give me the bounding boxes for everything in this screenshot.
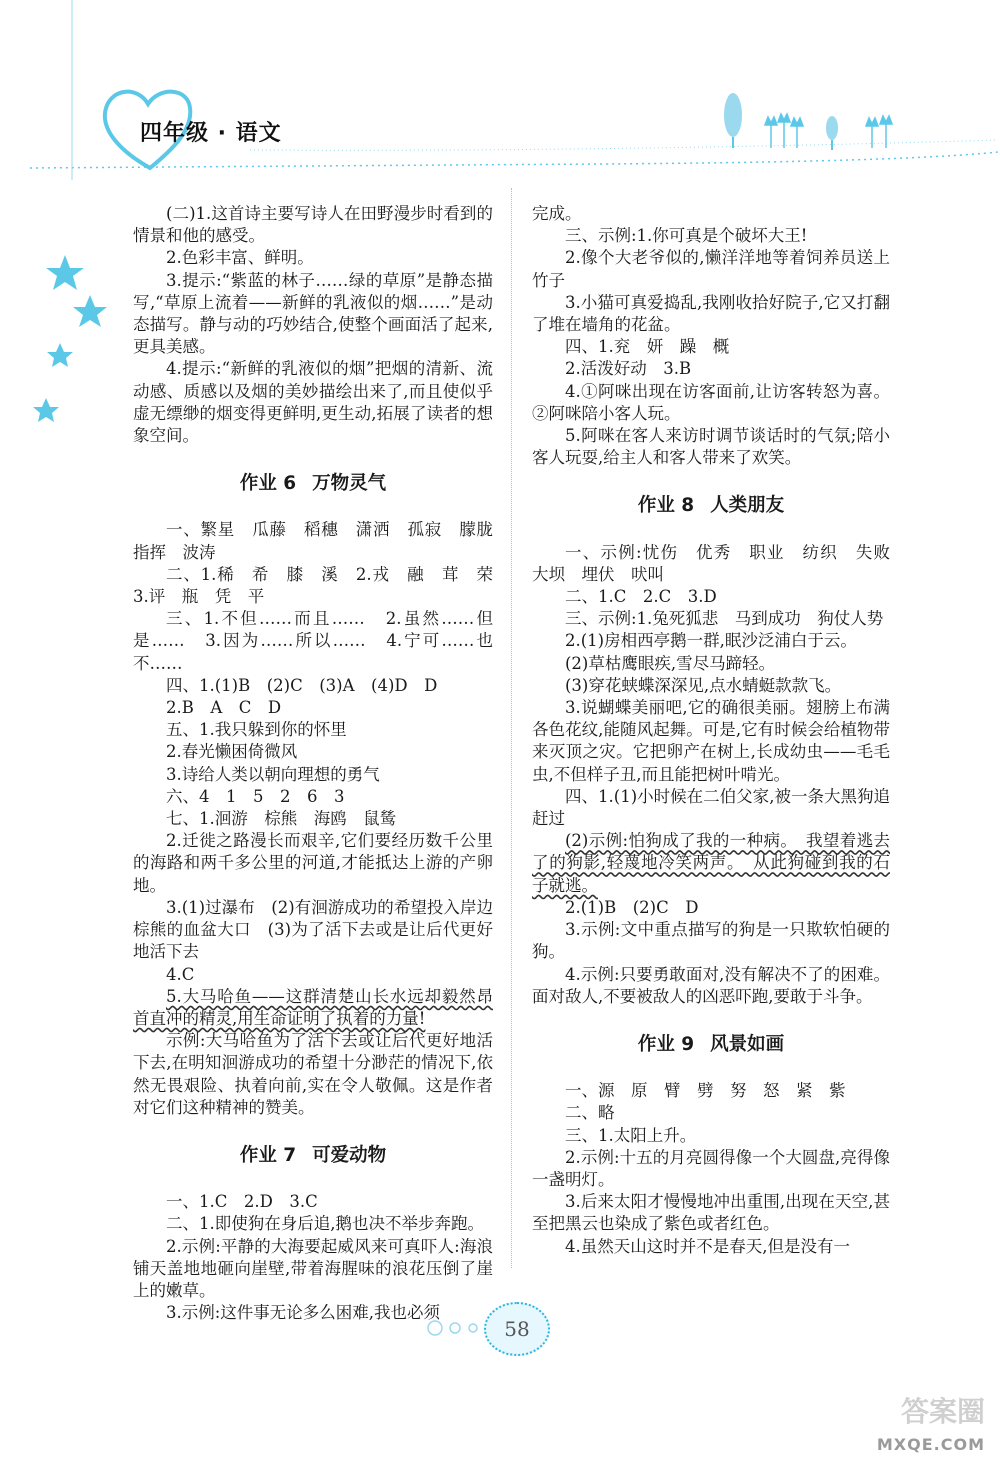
- answer-line: 2.示例:平静的大海要起威风来可真吓人:海浪铺天盖地地砸向崖壁,带着海腥味的浪花压倒了崖上的嫩草。: [133, 1236, 493, 1300]
- answer-line: 2.春光懒困倚微风: [166, 742, 298, 762]
- page-header: [0, 0, 1000, 180]
- answer-line: 2.(1)房相西亭鹅一群,眠沙泛浦白于云。: [565, 631, 857, 651]
- answer-line: 2.示例:十五的月亮圆得像一个大圆盘,亮得像一盏明灯。: [532, 1147, 890, 1189]
- section-title: 万物灵气: [312, 473, 387, 495]
- answer-line: 3.示例:这件事无论多么困难,我也必须: [166, 1303, 441, 1323]
- answer-line: 三、示例:1.兔死狐悲 马到成功 狗仗人势: [565, 609, 884, 629]
- answer-line: (3)穿花蛱蝶深深见,点水蜻蜓款款飞。: [565, 675, 842, 695]
- column-divider: [511, 188, 512, 1268]
- star-icon: [73, 295, 107, 327]
- answer-line: 2.像个大老爷似的,懒洋洋地等着饲养员送上竹子: [532, 248, 890, 290]
- answer-line: 5.大马哈鱼——这群清楚山长水远却毅然昂首直冲的精灵,用生命证明了执着的力量!: [133, 986, 493, 1028]
- answer-line: 三、1.不但……而且…… 2.虽然……但是…… 3.因为……所以…… 4.宁可……也不……: [133, 609, 493, 673]
- answer-line: (2)草枯鹰眼疾,雪尽马蹄轻。: [565, 653, 776, 673]
- answer-line: (2)示例:怕狗成了我的一种病。 我望着逃去了的狗影,轻蔑地冷笑两声。 从此狗碰到我的石子就逃。: [532, 831, 890, 895]
- answer-line: 一、示例:忧伤 优秀 职业 纺织 失败 大坝 埋伏 吠叫: [532, 542, 907, 584]
- answer-line: 4.示例:只要勇敢面对,没有解决不了的困难。面对敌人,不要被敌人的凶恶吓跑,要敢于斗争。: [532, 964, 890, 1006]
- section-number: 作业 7: [239, 1144, 297, 1166]
- answer-line: 2.迁徙之路漫长而艰辛,它们要经历数千公里的海路和两千多公里的河道,才能抵达上游的产卵地。: [133, 831, 493, 895]
- section-title: 风景如画: [710, 1033, 785, 1055]
- answer-line: 4.提示:“新鲜的乳液似的烟”把烟的清新、流动感、质感以及烟的美妙描绘出来了,而且使似乎虚无缥缈的烟变得更鲜明,更生动,拓展了读者的想象空间。: [133, 359, 493, 446]
- section-heading: [532, 1034, 890, 1056]
- answer-line: 4.虽然天山这时并不是春天,但是没有一: [565, 1236, 850, 1256]
- section-number: 作业 8: [637, 495, 695, 517]
- answer-line: 五、1.我只躲到你的怀里: [166, 720, 347, 740]
- answer-line: 3.说蝴蝶美丽吧,它的确很美丽。翅膀上布满各色花纹,能随风起舞。可是,它有时候会给植物带来灭顶之灾。它把卵产在树上,长成幼虫——毛毛虫,不但样子丑,而且能把树叶啃光。: [532, 698, 890, 784]
- answer-line: 一、繁星 瓜藤 稻穗 潇洒 孤寂 朦胧 指挥 波涛: [133, 520, 510, 562]
- answer-line: 完成。: [532, 204, 582, 223]
- answer-line: 二、1.即使狗在身后追,鹅也决不举步奔跑。: [166, 1214, 484, 1234]
- section-heading: [532, 495, 890, 517]
- answer-line: 示例:大马哈鱼为了活下去或让后代更好地活下去,在明知洄游成功的希望十分渺茫的情况下,依然无畏艰险、执着向前,实在令人敬佩。这是作者对它们这种精神的赞美。: [133, 1031, 493, 1117]
- section-heading: [133, 473, 493, 495]
- answer-line: (二)1.这首诗主要写诗人在田野漫步时看到的情景和他的感受。: [133, 204, 493, 246]
- section-number: 作业 6: [239, 473, 297, 495]
- star-icon: [46, 255, 84, 290]
- answer-line: 3.诗给人类以朝向理想的勇气: [166, 764, 380, 784]
- page-number-decoration: [425, 1318, 485, 1338]
- answer-line: 二、1.C 2.C 3.D: [565, 587, 717, 607]
- section-title: 可爱动物: [312, 1144, 387, 1166]
- section-title: 人类朋友: [710, 495, 785, 517]
- stars-decoration: [30, 240, 120, 440]
- header-decoration: [0, 0, 1000, 180]
- answer-line: 2.色彩丰富、鲜明。: [166, 248, 314, 268]
- answer-line: 四、1.(1)B (2)C (3)A (4)D D: [166, 675, 438, 695]
- answer-line: 3.后来太阳才慢慢地冲出重围,出现在天空,甚至把黑云也染成了紫色或者红色。: [532, 1192, 890, 1234]
- answer-line: 六、4 1 5 2 6 3: [166, 786, 345, 806]
- answer-line: 四、1.(1)小时候在二伯父家,被一条大黑狗追赶过: [532, 786, 890, 829]
- answer-line: 3.小猫可真爱捣乱,我刚收拾好院子,它又打翻了堆在墙角的花盆。: [532, 292, 890, 335]
- answer-line: 2.活泼好动 3.B: [565, 359, 692, 379]
- answer-line: 2.(1)B (2)C D: [565, 897, 699, 917]
- answer-line: 5.阿咪在客人来访时调节谈话时的气氛;陪小客人玩耍,给主人和客人带来了欢笑。: [532, 426, 890, 468]
- answer-line: 一、源 原 臂 劈 努 怒 紧 紫: [565, 1081, 846, 1101]
- answer-line: 2.B A C D: [166, 698, 282, 718]
- answer-line: 四、1.兖 妍 躁 概: [565, 337, 730, 357]
- answer-line: 3.(1)过瀑布 (2)有洄游成功的希望投入岸边棕熊的血盆大口 (3)为了活下去或是让后代更好地活下去: [133, 897, 493, 962]
- answer-line: 3.提示:“紫蓝的林子……绿的草原”是静态描写,“草原上流着——新鲜的乳液似的烟……”是动态描写。静与动的巧妙结合,使整个画面活了起来,更具美感。: [133, 270, 493, 357]
- answer-line: 二、略: [565, 1103, 615, 1123]
- watermark-url: MXQE.COM: [876, 1435, 985, 1454]
- section-number: 作业 9: [637, 1033, 695, 1055]
- left-column: [133, 203, 510, 1324]
- answer-line: 4.①阿咪出现在访客面前,让访客转怒为喜。②阿咪陪小客人玩。: [532, 381, 890, 423]
- watermark-logo: 答案圈: [900, 1395, 985, 1428]
- page-number: 58: [484, 1302, 550, 1356]
- answer-line: 4.C: [166, 964, 195, 984]
- star-icon: [33, 398, 59, 422]
- header-title: 四年级 · 语文: [140, 121, 282, 146]
- watermark: [800, 1390, 985, 1458]
- answer-line: 三、1.太阳上升。: [565, 1125, 697, 1145]
- answer-line: 一、1.C 2.D 3.C: [166, 1192, 318, 1212]
- answer-line: 二、1.稀 希 膝 溪 2.戎 融 茸 荣 3.评 瓶 凭 平: [133, 564, 510, 607]
- star-icon: [47, 343, 73, 367]
- right-column: [532, 203, 907, 1258]
- answer-line: 七、1.洄游 棕熊 海鸥 鼠鸶: [166, 809, 397, 829]
- answer-line: 3.示例:文中重点描写的狗是一只欺软怕硬的狗。: [532, 920, 890, 962]
- section-heading: [133, 1145, 493, 1167]
- answer-line: 三、示例:1.你可真是个破坏大王!: [565, 226, 808, 246]
